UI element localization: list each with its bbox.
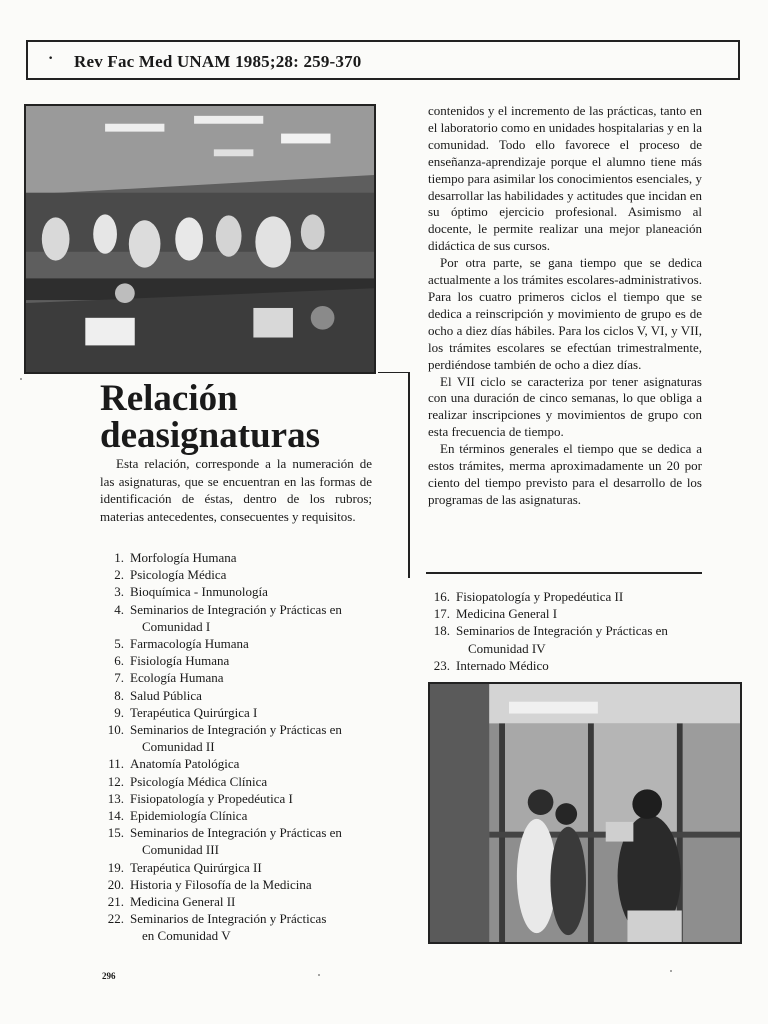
article-title [100,380,320,454]
journal-citation: Rev Fac Med UNAM 1985;28: 259-370 [74,52,362,71]
list-item: 3. Bioquímica - Inmunología [114,584,268,600]
body-paragraph: En términos generales el tiempo que se dedica a estos trámites, merma aproximadamente un 20 por ciento del tiempo previsto para el desarrollo de los programas de las asignaturas. [428,441,702,507]
list-item: 11. Anatomía Patológica [108,756,240,772]
list-item: 12. Psicología Médica Clínica [107,773,268,789]
list-item: 18. Seminarios de Integración y Prácticas en Comunidad IV [433,623,668,656]
header-bullet: · [48,50,54,67]
list-item: 14. Epidemiología Clínica [107,808,248,824]
scan-speck [670,970,672,972]
laboratory-illustration [26,106,374,372]
horizontal-rule [426,572,702,574]
title-line-1: Relación [100,378,238,419]
list-item: 2. Psicología Médica [114,567,227,583]
list-item: 8. Salud Pública [114,687,202,703]
list-item: 6. Fisiología Humana [114,653,230,669]
body-text-column [428,103,702,509]
page-number: 296 [102,971,116,981]
list-item: 16. Fisiopatología y Propedéutica II [433,589,624,604]
list-item: 15. Seminarios de Integración y Prácticas en Comunidad III [107,825,342,858]
intro-paragraph: Esta relación, corresponde a la numeración de las asignaturas, que se encuentran en las formas de identificación de éstas, dentro de los rubros; materias antecedentes, consecuentes y requisitos. [100,456,372,524]
citation-header [26,40,740,80]
top-photo [24,104,376,374]
list-item: 4. Seminarios de Integración y Prácticas en Comunidad I [114,601,342,634]
list-item: 13. Fisiopatología y Propedéutica I [107,790,293,806]
list-item: 5. Farmacología Humana [114,636,249,652]
list-item: 19. Terapéutica Quirúrgica II [107,859,262,875]
scan-speck [20,378,22,380]
list-item: 22. Seminarios de Integración y Prácticas en Comunidad V [107,911,327,944]
column-divider [408,372,410,578]
column-divider [378,372,408,373]
scan-speck [318,974,320,976]
list-item: 20. Historia y Filosofía de la Medicina [107,876,312,892]
title-line-2: deasignaturas [100,415,320,456]
subject-list-right [426,588,712,674]
list-item: 10. Seminarios de Integración y Prácticas en Comunidad II [107,722,342,755]
bottom-photo [428,682,742,944]
list-item: 7. Ecología Humana [114,670,224,686]
body-paragraph: El VII ciclo se caracteriza por tener asignaturas con una duración de cinco semanas, lo que obliga a realizar inscripciones y movimientos de grupo con esta frecuencia de tiempo. [428,373,702,440]
list-item: 23. Internado Médico [433,657,549,673]
subject-list-left [100,549,380,945]
list-item: 9. Terapéutica Quirúrgica I [114,704,258,720]
list-item: 17. Medicina General I [433,606,558,622]
list-item: 21. Medicina General II [107,894,236,910]
body-paragraph: Por otra parte, se gana tiempo que se dedica actualmente a los trámites escolares-administrativos. Para los cuatro primeros ciclos el tiempo que se dedica a reinscripción y movimiento de grupo es de ocho a diez días hábiles. Para los ciclos V, VI, y VII, los trámites escolares se efectúan trimestralmente, perdiéndose también de ocho a diez días. [428,255,702,372]
body-paragraph: contenidos y el incremento de las prácticas, tanto en el laboratorio como en unidades hospitalarias y en la comunidad. Todo ello favorece el proceso de enseñanza-aprendizaje porque el alumno tiene más tiempo para asimilar los conocimientos esenciales, y desarrollar las habilidades y actitudes que incidan en su óptimo ejercicio profesional. Asimismo al docente, le permite realizar una mejor planeación didáctica de sus cursos. [428,103,702,254]
school-office-illustration [430,684,740,942]
list-item: 1. Morfología Humana [114,550,237,565]
